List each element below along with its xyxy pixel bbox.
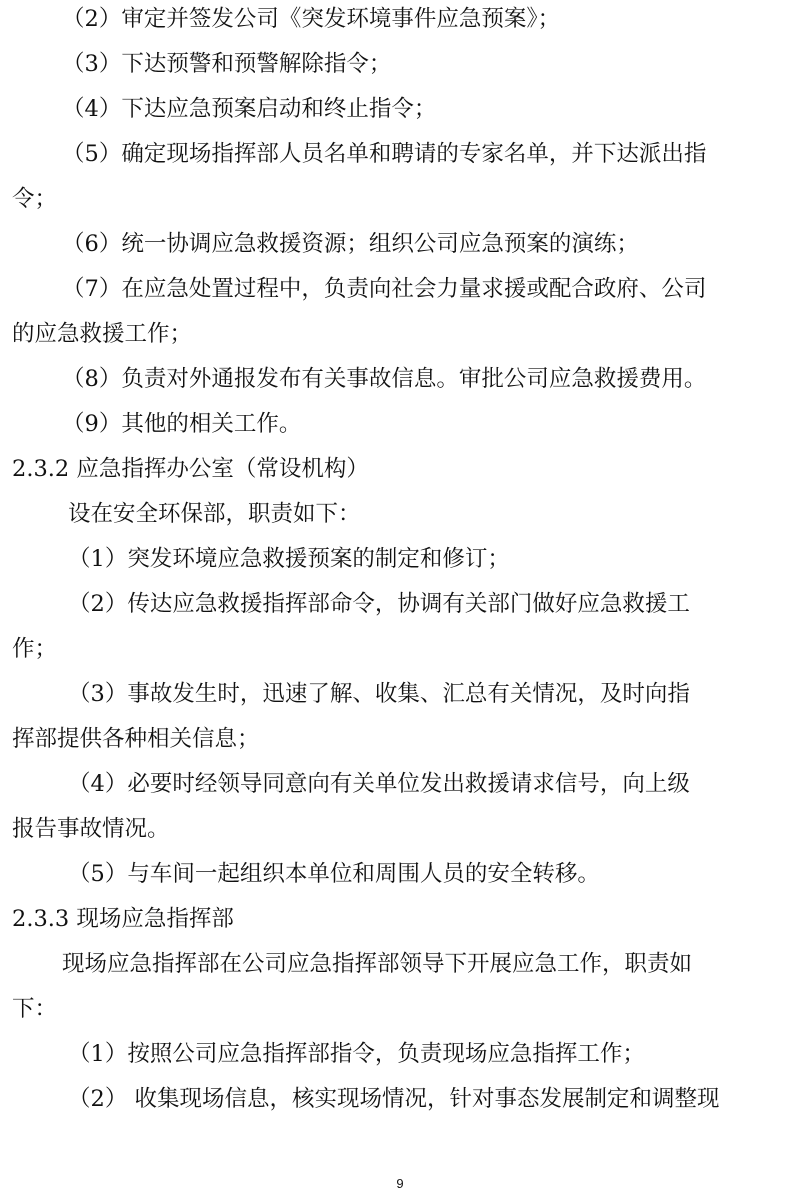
text-line: （9）其他的相关工作。 bbox=[62, 411, 302, 437]
text-line: （4）下达应急预案启动和终止指令； bbox=[62, 96, 437, 122]
page-number: 9 bbox=[396, 1176, 404, 1191]
text-line: （3）下达预警和预警解除指令； bbox=[62, 51, 392, 77]
text-line: （5）与车间一起组织本单位和周围人员的安全转移。 bbox=[68, 861, 600, 887]
text-line: （2）传达应急救援指挥部命令，协调有关部门做好应急救援工 bbox=[68, 591, 690, 617]
text-line: 报告事故情况。 bbox=[12, 816, 170, 842]
text-line: 挥部提供各种相关信息； bbox=[12, 726, 260, 752]
section-heading: 2.3.3 现场应急指挥部 bbox=[12, 906, 234, 932]
text-line: （2） 收集现场信息，核实现场情况，针对事态发展制定和调整现 bbox=[68, 1086, 720, 1112]
text-line: 作； bbox=[12, 636, 58, 662]
text-line: 的应急救援工作； bbox=[12, 321, 193, 347]
text-line: （4）必要时经领导同意向有关单位发出救援请求信号，向上级 bbox=[68, 771, 690, 797]
text-line: （1）按照公司应急指挥部指令，负责现场应急指挥工作； bbox=[68, 1041, 645, 1067]
text-line: （5）确定现场指挥部人员名单和聘请的专家名单，并下达派出指 bbox=[62, 141, 707, 167]
text-line: （1）突发环境应急救援预案的制定和修订； bbox=[68, 546, 510, 572]
text-line: 设在安全环保部，职责如下： bbox=[68, 501, 361, 527]
section-heading: 2.3.2 应急指挥办公室（常设机构） bbox=[12, 456, 369, 482]
text-line: （8）负责对外通报发布有关事故信息。审批公司应急救援费用。 bbox=[62, 366, 707, 392]
text-line: 令； bbox=[12, 186, 58, 212]
text-line: （6）统一协调应急救援资源；组织公司应急预案的演练； bbox=[62, 231, 639, 257]
text-line: （7）在应急处置过程中，负责向社会力量求援或配合政府、公司 bbox=[62, 276, 707, 302]
text-line: （2）审定并签发公司《突发环境事件应急预案》； bbox=[62, 6, 561, 32]
text-line: 下： bbox=[12, 996, 58, 1022]
text-line: （3）事故发生时，迅速了解、收集、汇总有关情况，及时向指 bbox=[68, 681, 690, 707]
text-line: 现场应急指挥部在公司应急指挥部领导下开展应急工作，职责如 bbox=[62, 951, 693, 977]
